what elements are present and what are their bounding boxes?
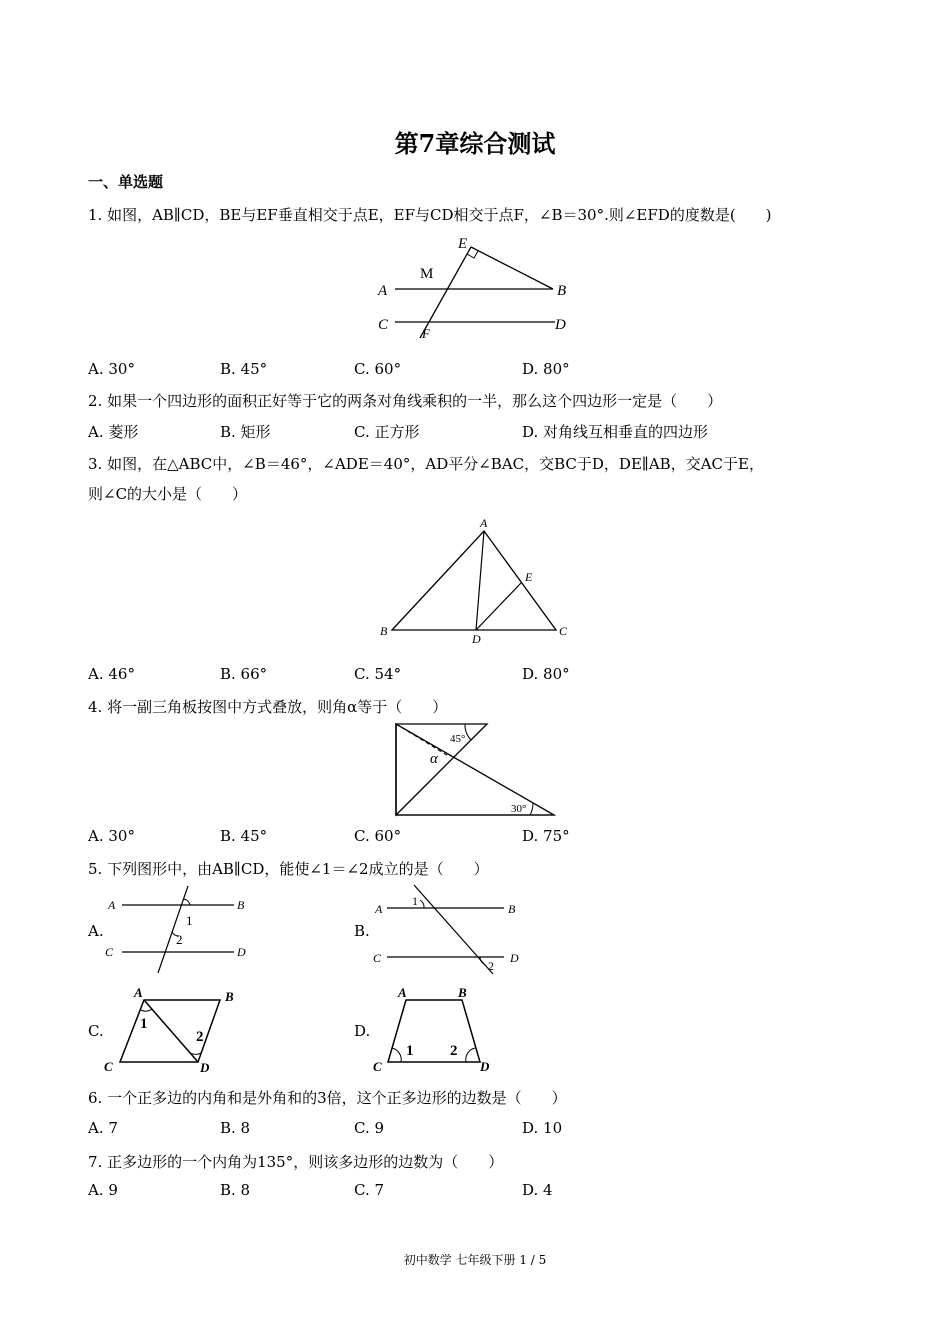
figure-label: 45°	[450, 733, 466, 745]
figure-label: C	[105, 945, 114, 959]
option[interactable]: C. 60°	[354, 360, 402, 378]
figure-label: 1	[186, 913, 193, 928]
figure-label: B	[508, 902, 516, 916]
option[interactable]: A. 7	[88, 1119, 118, 1137]
option[interactable]: C. 正方形	[354, 423, 420, 441]
figure-label: A	[398, 985, 407, 1000]
option[interactable]: A. 30°	[88, 360, 135, 378]
figure-label: C	[559, 624, 568, 638]
question-4-stem: 4. 将一副三角板按图中方式叠放，则角α等于（ ）	[88, 698, 448, 716]
option[interactable]: B. 矩形	[220, 423, 271, 441]
question-2-stem: 2. 如果一个四边形的面积正好等于它的两条对角线乘积的一半，那么这个四边形一定是（ ）	[88, 392, 723, 410]
option[interactable]: D. 10	[522, 1119, 563, 1137]
figure-label: D	[480, 1059, 490, 1074]
option[interactable]: A. 30°	[88, 827, 135, 845]
figure-label: 1	[412, 894, 418, 908]
option[interactable]: B. 45°	[220, 827, 268, 845]
option[interactable]: D. 80°	[522, 665, 570, 683]
figure-label: 2	[450, 1043, 458, 1059]
figure-label: E	[458, 236, 468, 252]
figure-label: C	[373, 951, 382, 965]
figure-label: C	[104, 1059, 113, 1074]
page-footer: 初中数学 七年级下册 1 / 5	[403, 1253, 547, 1267]
question-3-figure	[370, 514, 580, 649]
question-1-stem: 1. 如图，AB∥CD，BE与EF垂直相交于点E，EF与CD相交于点F，∠B＝30°.则∠EFD的度数是( )	[88, 206, 772, 224]
figure-label: A	[480, 516, 488, 530]
figure-label: C	[373, 1059, 382, 1074]
question-5-figure-c	[100, 984, 250, 1076]
option[interactable]: C. 54°	[354, 665, 402, 683]
option[interactable]: A.	[88, 922, 104, 940]
option[interactable]: B. 8	[220, 1119, 251, 1137]
option[interactable]: C. 9	[354, 1119, 385, 1137]
option[interactable]: D. 4	[522, 1181, 553, 1199]
question-4-figure	[390, 720, 560, 820]
question-6-stem: 6. 一个正多边的内角和是外角和的3倍，这个正多边形的边数是（ ）	[88, 1089, 567, 1107]
figure-label: D	[555, 317, 566, 333]
figure-label: A	[134, 985, 143, 1000]
question-5-figure-d	[368, 984, 508, 1076]
figure-label: B	[225, 989, 234, 1004]
figure-label: 30°	[511, 803, 527, 815]
figure-label: A	[108, 898, 116, 912]
figure-label: D	[510, 951, 519, 965]
figure-label: 2	[488, 959, 494, 973]
option[interactable]: B. 45°	[220, 360, 268, 378]
figure-label: 2	[196, 1029, 204, 1045]
page-title: 第7章综合测试	[394, 129, 556, 158]
option[interactable]: C.	[88, 1022, 104, 1040]
option[interactable]: A. 46°	[88, 665, 135, 683]
option[interactable]: D.	[354, 1022, 371, 1040]
option[interactable]: C. 60°	[354, 827, 402, 845]
option[interactable]: D. 75°	[522, 827, 570, 845]
question-3-stem-line2: 则∠C的大小是（ ）	[88, 485, 248, 503]
option[interactable]: A. 菱形	[88, 423, 139, 441]
figure-label: A	[378, 283, 388, 299]
option[interactable]: B.	[354, 922, 370, 940]
question-3-stem-line1: 3. 如图，在△ABC中，∠B＝46°，∠ADE＝40°，AD平分∠BAC，交BC于D，DE∥AB，交AC于E，	[88, 455, 764, 473]
section-heading: 一、单选题	[88, 173, 164, 191]
figure-label: 1	[406, 1043, 414, 1059]
figure-label: D	[237, 945, 246, 959]
question-5-figure-a	[100, 884, 260, 976]
question-5-figure-b	[368, 882, 533, 978]
figure-label: A	[375, 902, 383, 916]
figure-label: B	[557, 283, 567, 299]
option[interactable]: D. 80°	[522, 360, 570, 378]
question-5-stem: 5. 下列图形中，由AB∥CD，能使∠1＝∠2成立的是（ ）	[88, 860, 489, 878]
figure-label: α	[430, 751, 438, 767]
figure-label: B	[237, 898, 245, 912]
figure-label: C	[378, 317, 389, 333]
option[interactable]: B. 8	[220, 1181, 251, 1199]
figure-label: E	[525, 570, 533, 584]
question-1-figure	[370, 234, 580, 344]
figure-label: D	[472, 632, 481, 646]
figure-label: M	[420, 266, 434, 282]
figure-label: 2	[176, 932, 183, 947]
option[interactable]: D. 对角线互相垂直的四边形	[522, 423, 709, 441]
option[interactable]: C. 7	[354, 1181, 385, 1199]
figure-label: D	[200, 1060, 210, 1075]
figure-label: B	[380, 624, 388, 638]
figure-label: 1	[140, 1016, 148, 1032]
question-7-stem: 7. 正多边形的一个内角为135°，则该多边形的边数为（ ）	[88, 1153, 504, 1171]
figure-label: B	[458, 985, 467, 1000]
option[interactable]: B. 66°	[220, 665, 268, 683]
figure-label: F	[422, 326, 430, 341]
option[interactable]: A. 9	[88, 1181, 118, 1199]
